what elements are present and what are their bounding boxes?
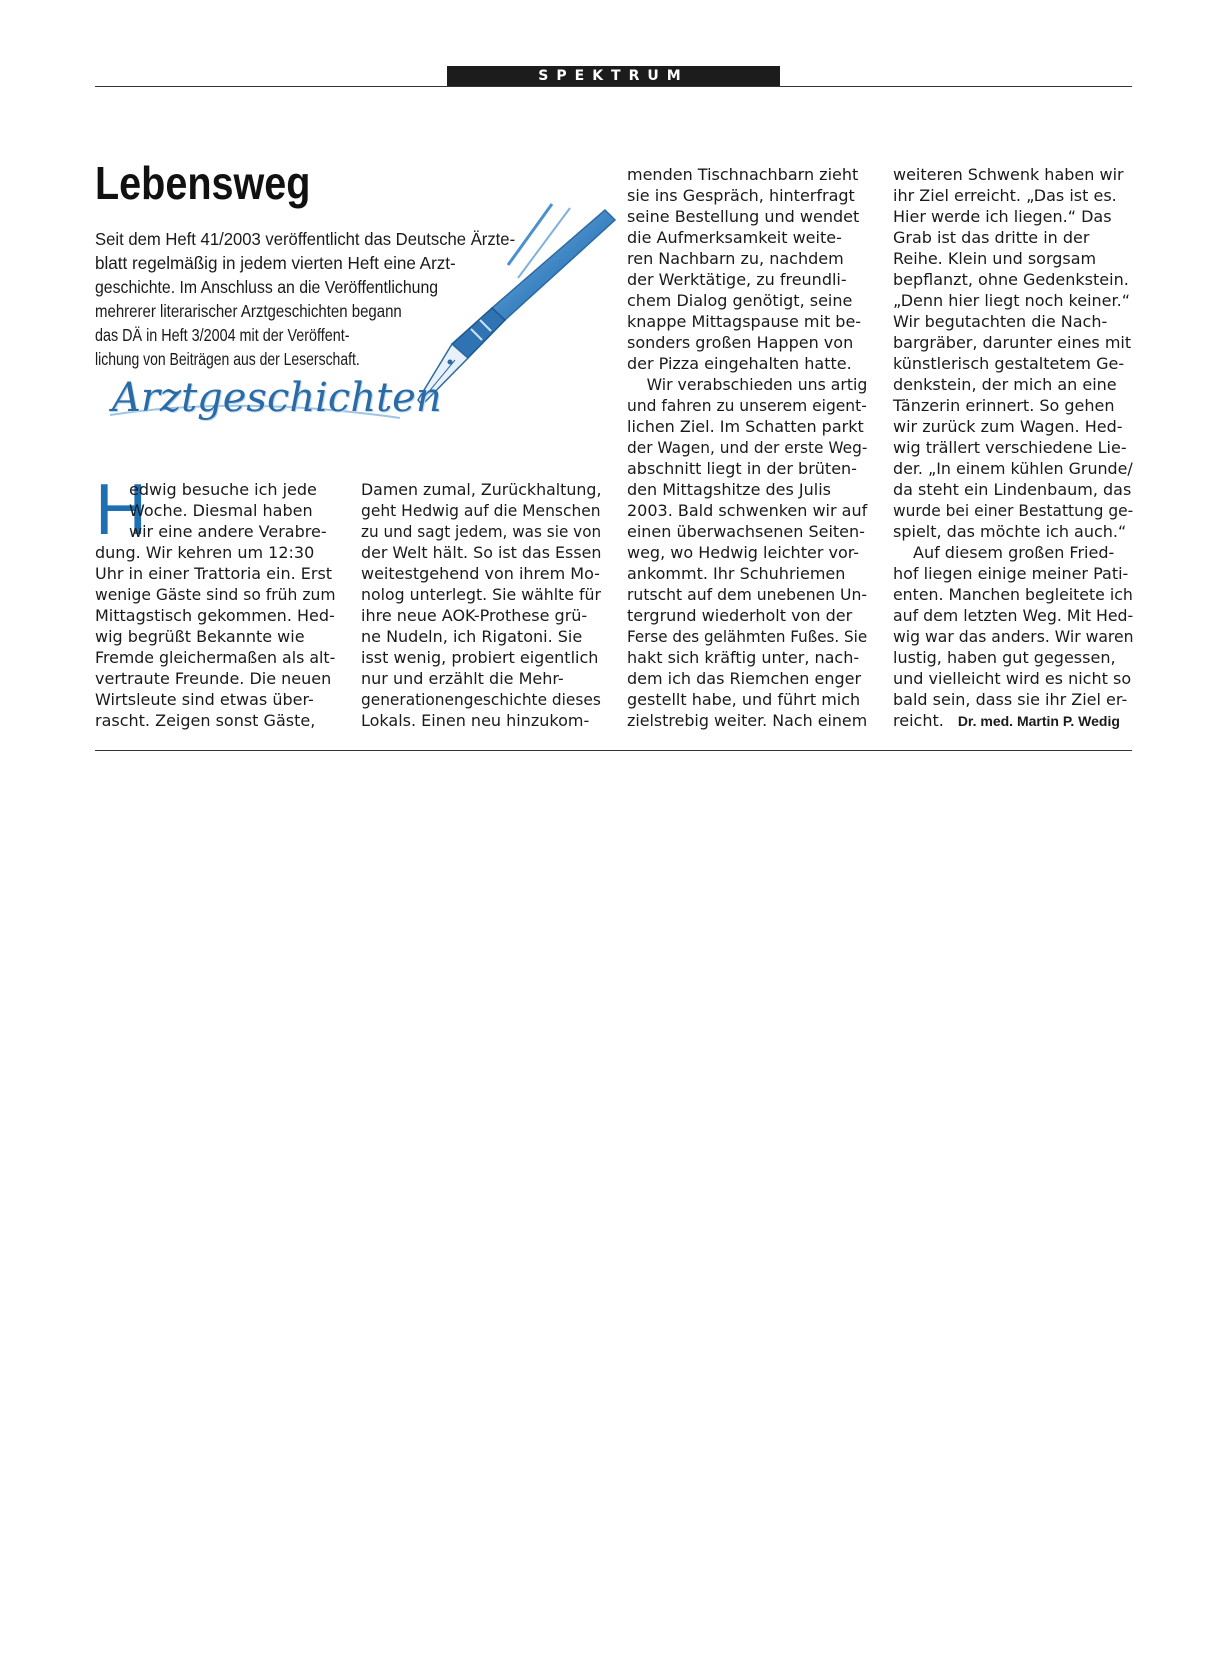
text-column-4	[893, 164, 1133, 732]
column-line: auf dem letzten Weg. Mit Hed-	[893, 606, 1134, 625]
column-line: wurde bei einer Bestattung ge-	[893, 501, 1134, 520]
column-line: weitestgehend von ihrem Mo-	[361, 564, 600, 583]
column-line: wig begrüßt Bekannte wie	[95, 627, 305, 646]
column-line: geht Hedwig auf die Menschen	[361, 501, 601, 520]
logo-wordmark: Arztgeschichten	[112, 375, 442, 421]
text-column-1	[95, 470, 336, 731]
intro-line: mehrerer literarischer Arztgeschichten begann	[95, 301, 402, 321]
column-line: knappe Mittagspause mit be-	[627, 312, 862, 331]
column-line: „Denn hier liegt noch keiner.“	[893, 291, 1130, 310]
column-line: wenige Gäste sind so früh zum	[95, 585, 336, 604]
column-line: künstlerisch gestaltetem Ge-	[893, 354, 1125, 373]
column-line: lichen Ziel. Im Schatten parkt	[627, 417, 864, 436]
column-line: ihre neue AOK-Prothese grü-	[361, 606, 588, 625]
column-line: bald sein, dass sie ihr Ziel er-	[893, 690, 1128, 709]
column-line: denkstein, der mich an eine	[893, 375, 1117, 394]
column-line: den Mittagshitze des Julis	[627, 480, 832, 499]
column-line: da steht ein Lindenbaum, das	[893, 480, 1132, 499]
drop-cap: H	[95, 470, 147, 550]
column-line: Uhr in einer Trattoria ein. Erst	[95, 564, 333, 583]
column-line: weiteren Schwenk haben wir	[893, 165, 1124, 184]
column-line: Damen zumal, Zurückhaltung,	[361, 480, 602, 499]
column-line: gestellt habe, und führt mich	[627, 690, 861, 709]
column-line: vertraute Freunde. Die neuen	[95, 669, 332, 688]
column-line: nur und erzählt die Mehr-	[361, 669, 564, 688]
column-line: Lokals. Einen neu hinzukom-	[361, 711, 590, 730]
intro-line: Seit dem Heft 41/2003 veröffentlicht das Deutsche Ärzte-	[95, 229, 516, 249]
article-title: Lebensweg	[95, 157, 311, 209]
intro-line: blatt regelmäßig in jedem vierten Heft eine Arzt-	[95, 253, 456, 273]
column-line: edwig besuche ich jede	[129, 480, 317, 499]
column-line: sonders großen Happen von	[627, 333, 854, 352]
column-line: die Aufmerksamkeit weite-	[627, 228, 842, 247]
column-line: zielstrebig weiter. Nach einem	[627, 711, 868, 730]
column-line: Woche. Diesmal haben	[129, 501, 313, 520]
column-line: seine Bestellung und wendet	[627, 207, 860, 226]
column-line: der Welt hält. So ist das Essen	[361, 543, 602, 562]
column-line: dem ich das Riemchen enger	[627, 669, 862, 688]
column-line: dung. Wir kehren um 12:30	[95, 543, 315, 562]
column-line: abschnitt liegt in der brüten-	[627, 459, 857, 478]
bottom-rule	[95, 750, 1132, 751]
column-line: wir zurück zum Wagen. Hed-	[893, 417, 1123, 436]
column-line: Ferse des gelähmten Fußes. Sie	[627, 627, 868, 646]
column-line: Reihe. Klein und sorgsam	[893, 249, 1097, 268]
column-line: Tänzerin erinnert. So gehen	[893, 396, 1115, 415]
column-line: Grab ist das dritte in der	[893, 228, 1090, 247]
column-line: Auf diesem großen Fried-	[913, 543, 1115, 562]
column-line: der Pizza eingehalten hatte.	[627, 354, 852, 373]
column-line: isst wenig, probiert eigentlich	[361, 648, 599, 667]
column-line: wig trällert verschiedene Lie-	[893, 438, 1127, 457]
author-signature: Dr. med. Martin P. Wedig	[957, 713, 1120, 729]
column-line: und vielleicht wird es nicht so	[893, 669, 1132, 688]
column-line: wir eine andere Verabre-	[129, 522, 327, 541]
column-line: der Wagen, und der erste Weg-	[627, 438, 868, 457]
column-line: reicht. Dr. med. Martin P. Wedig	[893, 711, 1120, 730]
column-line: bargräber, darunter eines mit	[893, 333, 1132, 352]
text-column-3	[627, 164, 867, 731]
column-line: und fahren zu unserem eigent-	[627, 396, 867, 415]
section-header: SPEKTRUM	[447, 66, 780, 86]
column-line: ne Nudeln, ich Rigatoni. Sie	[361, 627, 583, 646]
column-line: wig war das anders. Wir waren	[893, 627, 1134, 646]
column-line: lustig, haben gut gegessen,	[893, 648, 1116, 667]
intro-line: lichung von Beiträgen aus der Leserschaft.	[95, 349, 360, 369]
column-line: spielt, das möchte ich auch.“	[893, 522, 1127, 541]
column-line: nolog unterlegt. Sie wählte für	[361, 585, 601, 604]
column-line: weg, wo Hedwig leichter vor-	[627, 543, 860, 562]
top-rule	[95, 86, 1132, 87]
column-line: generationengeschichte dieses	[361, 690, 601, 709]
column-line: bepflanzt, ohne Gedenkstein.	[893, 270, 1129, 289]
column-line: ankommt. Ihr Schuhriemen	[627, 564, 846, 583]
column-line: sie ins Gespräch, hinterfragt	[627, 186, 855, 205]
column-line: Fremde gleichermaßen als alt-	[95, 648, 336, 667]
column-line: der Werktätige, zu freundli-	[627, 270, 847, 289]
column-line: menden Tischnachbarn zieht	[627, 165, 859, 184]
text-column-2	[361, 479, 601, 731]
column-line: hof liegen einige meiner Pati-	[893, 564, 1129, 583]
column-line: rascht. Zeigen sonst Gäste,	[95, 711, 316, 730]
column-line: Wir verabschieden uns artig	[646, 375, 868, 394]
column-line: ihr Ziel erreicht. „Das ist es.	[893, 186, 1117, 205]
column-line: zu und sagt jedem, was sie von	[361, 522, 602, 541]
column-line: Hier werde ich liegen.“ Das	[893, 207, 1112, 226]
column-line: Mittagstisch gekommen. Hed-	[95, 606, 335, 625]
column-line: Wir begutachten die Nach-	[893, 312, 1108, 331]
intro-line: geschichte. Im Anschluss an die Veröffentlichung	[95, 277, 439, 297]
column-line: rutscht auf dem unebenen Un-	[627, 585, 868, 604]
column-line: Wirtsleute sind etwas über-	[95, 690, 314, 709]
column-line: 2003. Bald schwenken wir auf	[627, 501, 868, 520]
article-intro	[95, 227, 515, 371]
column-line: chem Dialog genötigt, seine	[627, 291, 853, 310]
column-line: tergrund wiederholt von der	[627, 606, 853, 625]
column-line: ren Nachbarn zu, nachdem	[627, 249, 844, 268]
intro-line: das DÄ in Heft 3/2004 mit der Veröffent-	[95, 325, 350, 345]
column-line: enten. Manchen begleitete ich	[893, 585, 1133, 604]
column-line: einen überwachsenen Seiten-	[627, 522, 865, 541]
column-line: hakt sich kräftig unter, nach-	[627, 648, 860, 667]
column-line: der. „In einem kühlen Grunde/	[893, 459, 1133, 478]
